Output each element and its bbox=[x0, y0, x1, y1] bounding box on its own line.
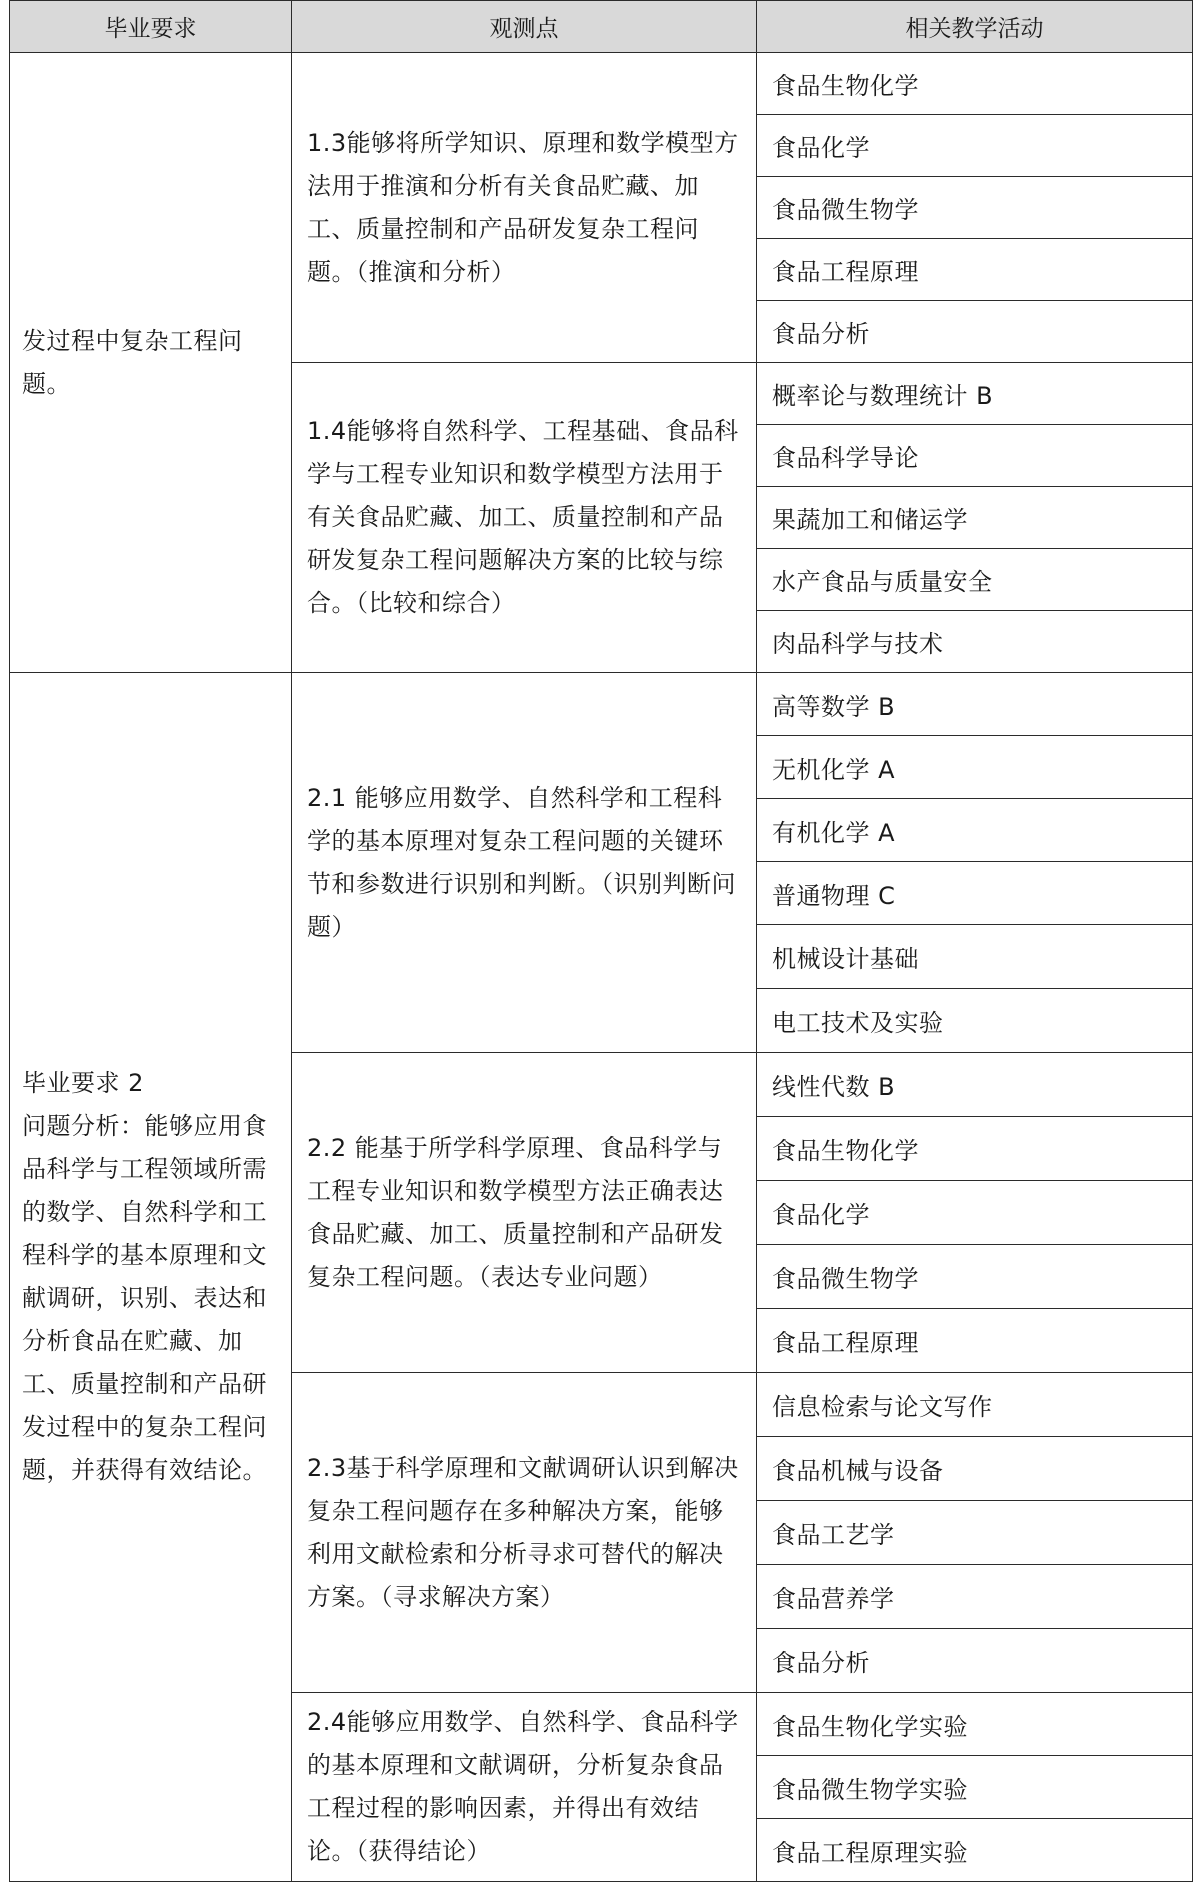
activity-cell: 食品工程原理 bbox=[757, 239, 1193, 301]
activity-cell: 食品科学导论 bbox=[757, 425, 1193, 487]
activity-cell: 无机化学 A bbox=[757, 736, 1193, 799]
activity-cell: 食品微生物学实验 bbox=[757, 1756, 1193, 1819]
activity-cell: 机械设计基础 bbox=[757, 925, 1193, 989]
table-row bbox=[10, 673, 1193, 736]
activity-cell: 果蔬加工和储运学 bbox=[757, 487, 1193, 549]
observation-2-1: 2.1 能够应用数学、自然科学和工程科学的基本原理对复杂工程问题的关键环节和参数进行识别和判断。（识别判断问题） bbox=[292, 673, 757, 1053]
activity-cell: 普通物理 C bbox=[757, 862, 1193, 925]
activity-cell: 食品工程原理实验 bbox=[757, 1819, 1193, 1882]
requirement-line: 发过程中的复杂工程问 bbox=[22, 1413, 267, 1441]
activity-cell: 食品分析 bbox=[757, 1629, 1193, 1693]
requirement-line: 问题分析：能够应用食 bbox=[22, 1112, 267, 1140]
activity-cell: 食品生物化学 bbox=[757, 1117, 1193, 1181]
activity-cell: 食品化学 bbox=[757, 115, 1193, 177]
table-header-row bbox=[10, 1, 1193, 53]
requirement-line: 程科学的基本原理和文 bbox=[22, 1241, 267, 1269]
requirement-line: 品科学与工程领域所需 bbox=[22, 1155, 267, 1183]
observation-2-2: 2.2 能基于所学科学原理、食品科学与工程专业知识和数学模型方法正确表达食品贮藏、加工、质量控制和产品研发复杂工程问题。（表达专业问题） bbox=[292, 1053, 757, 1373]
observation-1-4: 1.4能够将自然科学、工程基础、食品科学与工程专业知识和数学模型方法用于有关食品贮藏、加工、质量控制和产品研发复杂工程问题解决方案的比较与综合。（比较和综合） bbox=[292, 363, 757, 673]
activity-cell: 食品化学 bbox=[757, 1181, 1193, 1245]
observation-1-3: 1.3能够将所学知识、原理和数学模型方法用于推演和分析有关食品贮藏、加工、质量控制和产品研发复杂工程问题。（推演和分析） bbox=[292, 53, 757, 363]
activity-cell: 食品工艺学 bbox=[757, 1501, 1193, 1565]
activity-cell: 食品生物化学 bbox=[757, 53, 1193, 115]
requirement-line: 题。 bbox=[22, 369, 71, 398]
observation-2-3: 2.3基于科学原理和文献调研认识到解决复杂工程问题存在多种解决方案，能够利用文献检索和分析寻求可替代的解决方案。（寻求解决方案） bbox=[292, 1373, 757, 1693]
activity-cell: 水产食品与质量安全 bbox=[757, 549, 1193, 611]
activity-cell: 有机化学 A bbox=[757, 799, 1193, 862]
activity-cell: 食品微生物学 bbox=[757, 177, 1193, 239]
activity-cell: 食品工程原理 bbox=[757, 1309, 1193, 1373]
requirement-line: 的数学、自然科学和工 bbox=[22, 1198, 267, 1226]
requirement-2-cell bbox=[10, 673, 292, 1882]
requirement-line: 工、质量控制和产品研 bbox=[22, 1370, 267, 1398]
header-activities: 相关教学活动 bbox=[757, 1, 1193, 53]
activity-cell: 高等数学 B bbox=[757, 673, 1193, 736]
activity-cell: 概率论与数理统计 B bbox=[757, 363, 1193, 425]
activity-cell: 食品微生物学 bbox=[757, 1245, 1193, 1309]
requirement-line: 分析食品在贮藏、加 bbox=[22, 1327, 243, 1355]
activity-cell: 食品分析 bbox=[757, 301, 1193, 363]
activity-cell: 食品机械与设备 bbox=[757, 1437, 1193, 1501]
header-observation: 观测点 bbox=[292, 1, 757, 53]
requirement-1-tail-cell bbox=[10, 53, 292, 673]
activity-cell: 食品生物化学实验 bbox=[757, 1693, 1193, 1756]
requirement-title: 毕业要求 2 bbox=[22, 1069, 144, 1097]
activity-cell: 线性代数 B bbox=[757, 1053, 1193, 1117]
requirement-line: 题，并获得有效结论。 bbox=[22, 1456, 267, 1484]
table-row bbox=[10, 53, 1193, 115]
activity-cell: 信息检索与论文写作 bbox=[757, 1373, 1193, 1437]
activity-cell: 食品营养学 bbox=[757, 1565, 1193, 1629]
activity-cell: 肉品科学与技术 bbox=[757, 611, 1193, 673]
graduation-requirements-table bbox=[9, 0, 1193, 1882]
requirement-line: 发过程中复杂工程问 bbox=[22, 326, 243, 355]
requirement-line: 献调研，识别、表达和 bbox=[22, 1284, 267, 1312]
page bbox=[9, 0, 1192, 1882]
header-requirement: 毕业要求 bbox=[10, 1, 292, 53]
observation-2-4: 2.4能够应用数学、自然科学、食品科学的基本原理和文献调研，分析复杂食品工程过程的影响因素，并得出有效结论。（获得结论） bbox=[292, 1693, 757, 1882]
activity-cell: 电工技术及实验 bbox=[757, 989, 1193, 1053]
